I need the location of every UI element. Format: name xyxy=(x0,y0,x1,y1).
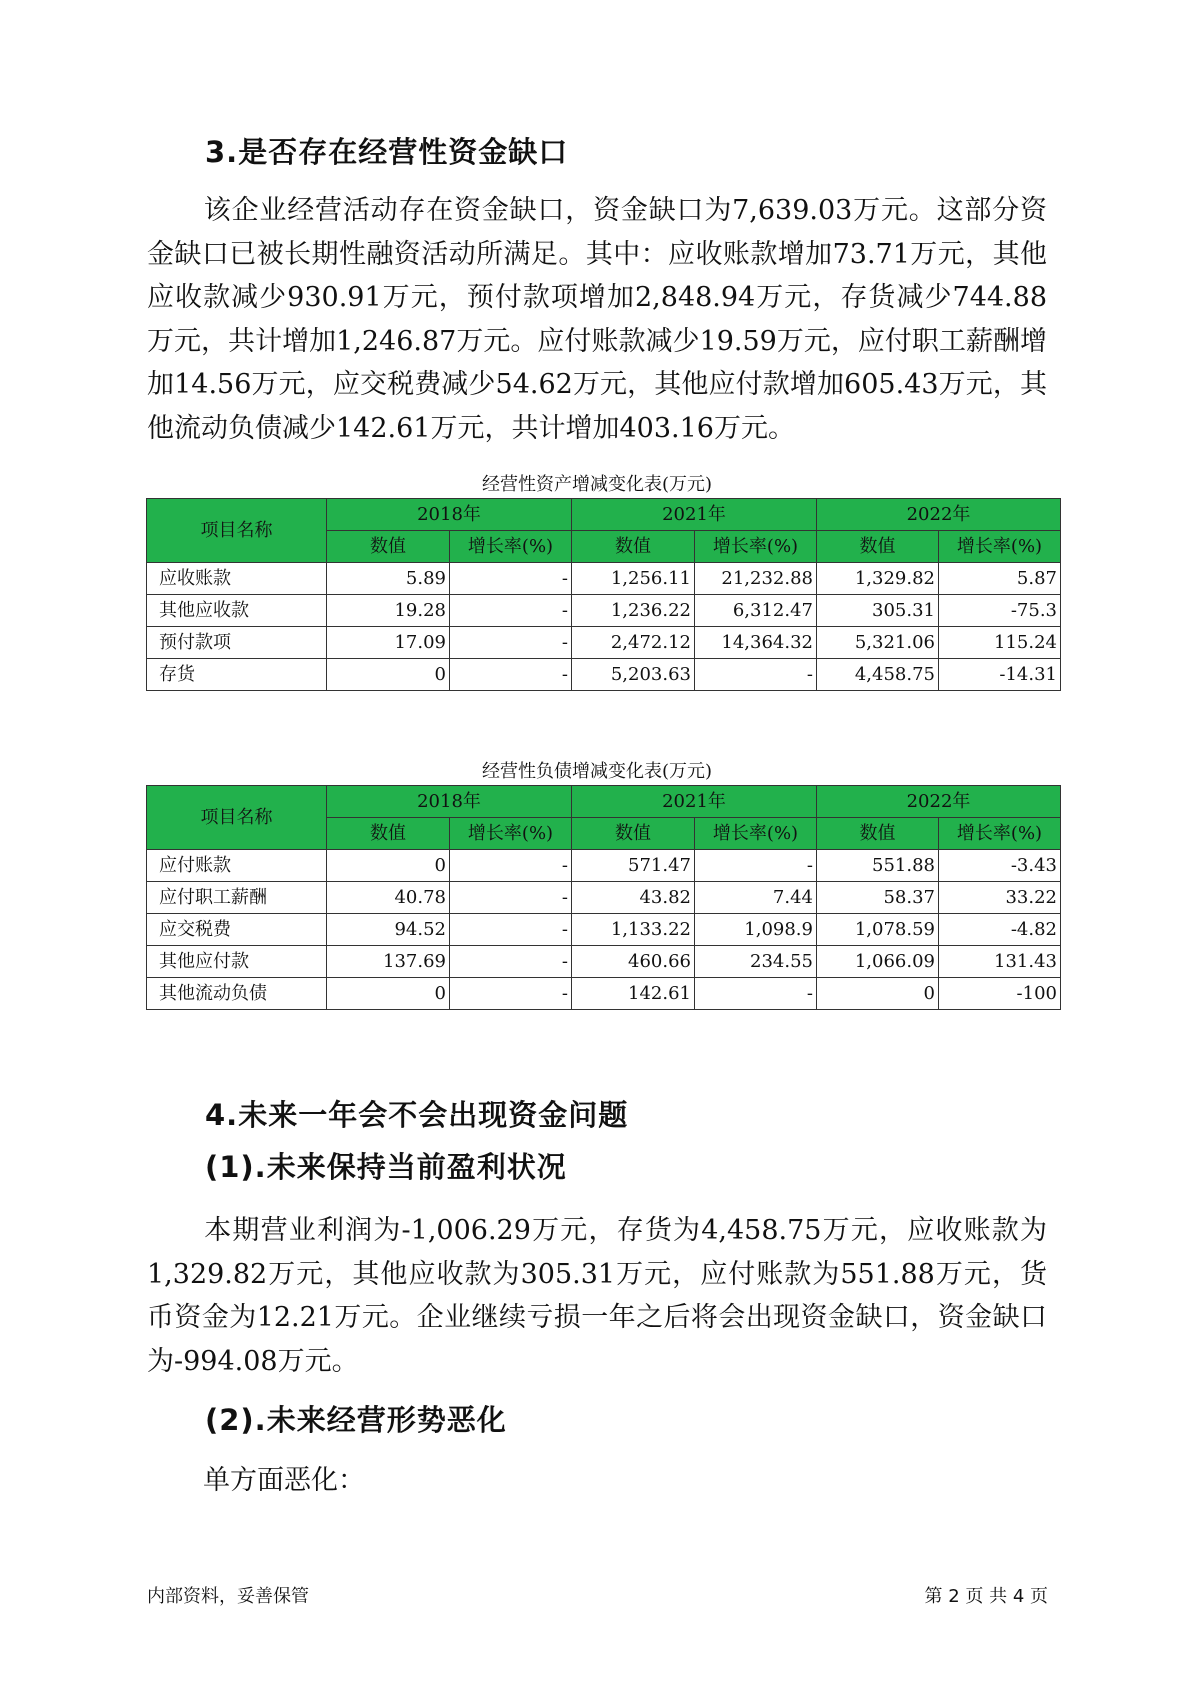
growth-cell: 21,232.88 xyxy=(695,563,817,595)
row-name: 存货 xyxy=(147,659,327,691)
value-cell: 1,236.22 xyxy=(572,595,695,627)
growth-cell: 6,312.47 xyxy=(695,595,817,627)
row-name: 其他应付款 xyxy=(147,946,327,978)
growth-header: 增长率(%) xyxy=(695,531,817,563)
growth-cell: - xyxy=(695,850,817,882)
growth-cell: 7.44 xyxy=(695,882,817,914)
value-cell: 0 xyxy=(817,978,939,1010)
value-cell: 5,321.06 xyxy=(817,627,939,659)
table-row xyxy=(147,627,1061,659)
section4-sub2-heading: (2).未来经营形势恶化 xyxy=(205,1403,507,1437)
value-cell: 5.89 xyxy=(327,563,450,595)
year-header: 2018年 xyxy=(327,786,572,818)
value-header: 数值 xyxy=(817,531,939,563)
growth-cell: - xyxy=(695,978,817,1010)
row-name: 应交税费 xyxy=(147,914,327,946)
growth-cell: -14.31 xyxy=(939,659,1061,691)
table-row xyxy=(147,659,1061,691)
row-name: 其他应收款 xyxy=(147,595,327,627)
value-cell: 2,472.12 xyxy=(572,627,695,659)
value-cell: 460.66 xyxy=(572,946,695,978)
growth-cell: -100 xyxy=(939,978,1061,1010)
value-cell: 1,078.59 xyxy=(817,914,939,946)
row-name: 应付账款 xyxy=(147,850,327,882)
year-header: 2021年 xyxy=(572,786,817,818)
footer-confidential: 内部资料，妥善保管 xyxy=(147,1586,309,1607)
table-row xyxy=(147,946,1061,978)
value-cell: 1,066.09 xyxy=(817,946,939,978)
table-row xyxy=(147,914,1061,946)
name-header: 项目名称 xyxy=(147,786,327,850)
value-cell: 0 xyxy=(327,659,450,691)
table-row xyxy=(147,978,1061,1010)
growth-cell: -75.3 xyxy=(939,595,1061,627)
growth-cell: 234.55 xyxy=(695,946,817,978)
value-cell: 1,329.82 xyxy=(817,563,939,595)
row-name: 其他流动负债 xyxy=(147,978,327,1010)
value-cell: 58.37 xyxy=(817,882,939,914)
table-row xyxy=(147,882,1061,914)
row-name: 应收账款 xyxy=(147,563,327,595)
table-row xyxy=(147,595,1061,627)
row-name: 预付款项 xyxy=(147,627,327,659)
section4-sub2-paragraph-text: 单方面恶化： xyxy=(203,1465,365,1496)
section4-sub1-paragraph-text: 本期营业利润为-1,006.29万元，存货为4,458.75万元，应收账款为1,329.82万元，其他应收款为305.31万元，应付账款为551.88万元，货币资金为12.21万元。企业继续亏损一年之后将会出现资金缺口，资金缺口为-994.08万元。 xyxy=(147,1215,1047,1377)
value-cell: 137.69 xyxy=(327,946,450,978)
growth-header: 增长率(%) xyxy=(450,818,572,850)
section4-sub1-paragraph xyxy=(147,1209,1047,1383)
name-header: 项目名称 xyxy=(147,499,327,563)
value-cell: 1,133.22 xyxy=(572,914,695,946)
growth-cell: 1,098.9 xyxy=(695,914,817,946)
value-cell: 17.09 xyxy=(327,627,450,659)
value-header: 数值 xyxy=(572,531,695,563)
section4-heading: 4.未来一年会不会出现资金问题 xyxy=(205,1098,629,1132)
table-row xyxy=(147,850,1061,882)
growth-cell: - xyxy=(450,914,572,946)
value-cell: 4,458.75 xyxy=(817,659,939,691)
growth-cell: - xyxy=(450,659,572,691)
growth-cell: 131.43 xyxy=(939,946,1061,978)
section4-sub2-paragraph xyxy=(147,1459,1047,1503)
growth-cell: 115.24 xyxy=(939,627,1061,659)
assets-table-caption: 经营性资产增减变化表(万元) xyxy=(481,474,713,495)
year-header: 2022年 xyxy=(817,499,1061,531)
growth-cell: 33.22 xyxy=(939,882,1061,914)
section3-paragraph xyxy=(147,189,1047,451)
value-cell: 0 xyxy=(327,850,450,882)
growth-cell: - xyxy=(450,850,572,882)
value-header: 数值 xyxy=(327,818,450,850)
value-header: 数值 xyxy=(327,531,450,563)
growth-cell: - xyxy=(450,882,572,914)
value-cell: 94.52 xyxy=(327,914,450,946)
year-header: 2018年 xyxy=(327,499,572,531)
growth-cell: - xyxy=(450,595,572,627)
growth-cell: 5.87 xyxy=(939,563,1061,595)
growth-cell: - xyxy=(450,946,572,978)
footer-page-number: 第 2 页 共 4 页 xyxy=(924,1586,1048,1607)
section4-sub1-heading: (1).未来保持当前盈利状况 xyxy=(205,1150,567,1184)
value-cell: 142.61 xyxy=(572,978,695,1010)
value-cell: 19.28 xyxy=(327,595,450,627)
year-header: 2021年 xyxy=(572,499,817,531)
growth-header: 增长率(%) xyxy=(939,531,1061,563)
growth-cell: - xyxy=(450,627,572,659)
growth-header: 增长率(%) xyxy=(695,818,817,850)
value-cell: 1,256.11 xyxy=(572,563,695,595)
value-cell: 571.47 xyxy=(572,850,695,882)
growth-cell: -3.43 xyxy=(939,850,1061,882)
growth-cell: - xyxy=(450,563,572,595)
year-header: 2022年 xyxy=(817,786,1061,818)
assets-table xyxy=(146,498,1061,691)
value-header: 数值 xyxy=(817,818,939,850)
section3-heading: 3.是否存在经营性资金缺口 xyxy=(205,135,569,169)
value-cell: 5,203.63 xyxy=(572,659,695,691)
value-cell: 43.82 xyxy=(572,882,695,914)
growth-cell: -4.82 xyxy=(939,914,1061,946)
value-header: 数值 xyxy=(572,818,695,850)
section3-paragraph-text: 该企业经营活动存在资金缺口，资金缺口为7,639.03万元。这部分资金缺口已被长期性融资活动所满足。其中：应收账款增加73.71万元，其他应收款减少930.91万元，预付款项增加2,848.94万元，存货减少744.88万元，共计增加1,246.87万元。应付账款减少19.59万元，应付职工薪酬增加14.56万元，应交税费减少54.62万元，其他应付款增加605.43万元，其他流动负债减少142.61万元，共计增加403.16万元。 xyxy=(147,195,1047,444)
liabilities-table xyxy=(146,785,1061,1010)
growth-cell: - xyxy=(450,978,572,1010)
value-cell: 0 xyxy=(327,978,450,1010)
growth-cell: 14,364.32 xyxy=(695,627,817,659)
growth-header: 增长率(%) xyxy=(450,531,572,563)
growth-cell: - xyxy=(695,659,817,691)
value-cell: 305.31 xyxy=(817,595,939,627)
growth-header: 增长率(%) xyxy=(939,818,1061,850)
value-cell: 40.78 xyxy=(327,882,450,914)
liabilities-table-caption: 经营性负债增减变化表(万元) xyxy=(481,761,713,782)
table-row xyxy=(147,563,1061,595)
row-name: 应付职工薪酬 xyxy=(147,882,327,914)
value-cell: 551.88 xyxy=(817,850,939,882)
